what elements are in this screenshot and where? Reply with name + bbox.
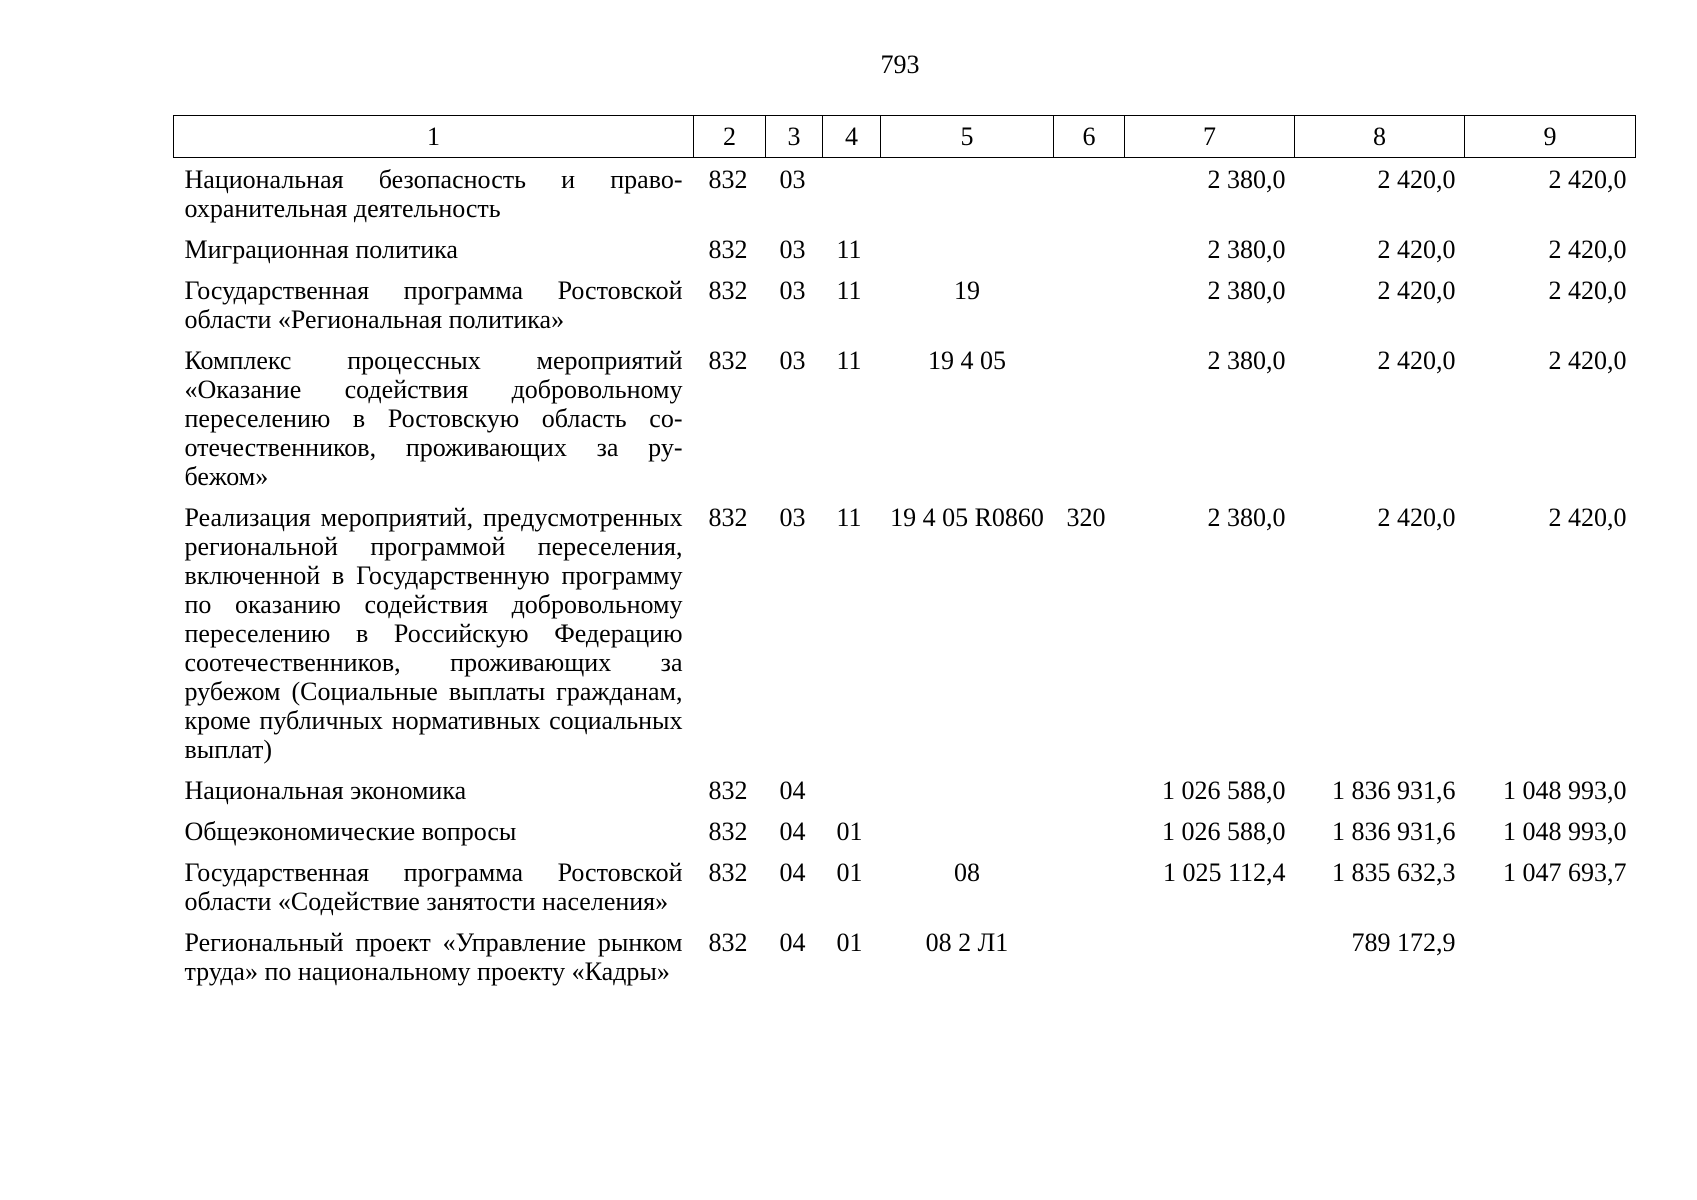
- cell-col-2: 832: [708, 776, 748, 805]
- cell-col-9: 2 420,0: [1548, 346, 1627, 375]
- cell-col-4: 11: [836, 503, 862, 532]
- cell-col-9: 2 420,0: [1548, 503, 1627, 532]
- budget-table: [173, 115, 1636, 991]
- cell-col-7: 2 380,0: [1207, 276, 1286, 305]
- cell-col-5: [881, 810, 1054, 851]
- table-row: [174, 158, 1636, 229]
- table-header: [174, 116, 1636, 158]
- cell-col-2: 832: [708, 346, 748, 375]
- cell-col-5: [881, 228, 1054, 269]
- cell-col-6: [1054, 158, 1125, 229]
- column-header: 7: [1125, 116, 1295, 158]
- row-name: Общеэкономические вопросы: [184, 817, 517, 846]
- table-row: [174, 496, 1636, 769]
- cell-col-9: [1465, 921, 1636, 991]
- row-name: Реализация мероприятий, предусмотренных региональной программой переселения, включенной в Государственную программу по оказанию содействия добровольному переселению в Российскую Федерацию соотечественников, проживающих за рубежом (Социальные выплаты гражданам, кроме публичных нормативных социальных выплат): [184, 503, 683, 764]
- cell-col-7: 1 025 112,4: [1162, 858, 1286, 887]
- cell-col-5: 19 4 05: [928, 346, 1006, 375]
- cell-col-7: [1125, 921, 1295, 991]
- cell-col-2: 832: [708, 235, 748, 264]
- cell-col-2: 832: [708, 817, 748, 846]
- cell-col-2: 832: [708, 858, 748, 887]
- cell-col-2: 832: [708, 276, 748, 305]
- cell-col-3: 04: [779, 817, 806, 846]
- table-row: [174, 228, 1636, 269]
- cell-col-6: [1054, 339, 1125, 496]
- cell-col-7: 2 380,0: [1207, 165, 1286, 194]
- cell-col-6: [1054, 269, 1125, 339]
- cell-col-3: 03: [779, 235, 806, 264]
- cell-col-7: 1 026 588,0: [1162, 776, 1286, 805]
- column-header: 6: [1054, 116, 1125, 158]
- row-name: Государственная программа Ростовской области «Содействие занятости населения»: [184, 858, 683, 916]
- cell-col-2: 832: [708, 503, 748, 532]
- cell-col-9: 2 420,0: [1548, 276, 1627, 305]
- cell-col-6: [1054, 769, 1125, 810]
- cell-col-3: 04: [779, 858, 806, 887]
- cell-col-8: 2 420,0: [1377, 165, 1456, 194]
- row-name: Национальная экономика: [184, 776, 467, 805]
- cell-col-8: 2 420,0: [1377, 235, 1456, 264]
- cell-col-8: 1 836 931,6: [1332, 776, 1456, 805]
- cell-col-3: 03: [779, 346, 806, 375]
- cell-col-2: 832: [708, 165, 748, 194]
- table-row: [174, 851, 1636, 921]
- cell-col-5: 19: [954, 276, 980, 305]
- cell-col-5: 19 4 05 R0860: [890, 503, 1044, 532]
- column-header: 9: [1465, 116, 1636, 158]
- cell-col-9: 2 420,0: [1548, 235, 1627, 264]
- cell-col-2: 832: [708, 928, 748, 957]
- column-header: 3: [766, 116, 823, 158]
- table-row: [174, 339, 1636, 496]
- cell-col-8: 1 836 931,6: [1332, 817, 1456, 846]
- cell-col-8: 2 420,0: [1377, 503, 1456, 532]
- row-name: Комплекс процессных мероприятий «Оказание содействия добровольному переселению в Ростовскую область соотечественников, проживающих за рубежом»: [184, 346, 683, 491]
- cell-col-7: 2 380,0: [1207, 346, 1286, 375]
- header-row: [174, 116, 1636, 158]
- cell-col-5: [881, 769, 1054, 810]
- cell-col-3: 04: [779, 928, 806, 957]
- cell-col-6: [1054, 810, 1125, 851]
- row-name: Национальная безопасность и правоохранительная деятельность: [184, 165, 683, 223]
- table-row: [174, 769, 1636, 810]
- cell-col-5: 08: [954, 858, 980, 887]
- cell-col-4: 01: [836, 858, 863, 887]
- row-name: Государственная программа Ростовской области «Региональная политика»: [184, 276, 683, 334]
- cell-col-4: 11: [836, 235, 862, 264]
- cell-col-6: [1054, 851, 1125, 921]
- cell-col-8: 2 420,0: [1377, 346, 1456, 375]
- cell-col-6: [1054, 228, 1125, 269]
- cell-col-3: 03: [779, 276, 806, 305]
- cell-col-9: 1 047 693,7: [1503, 858, 1627, 887]
- column-header: 1: [174, 116, 694, 158]
- column-header: 2: [694, 116, 766, 158]
- cell-col-3: 03: [779, 165, 806, 194]
- cell-col-7: 2 380,0: [1207, 235, 1286, 264]
- cell-col-8: 789 172,9: [1351, 928, 1456, 957]
- cell-col-6: [1054, 921, 1125, 991]
- cell-col-4: 11: [836, 346, 862, 375]
- cell-col-4: [823, 769, 881, 810]
- table-row: [174, 810, 1636, 851]
- cell-col-8: 1 835 632,3: [1332, 858, 1456, 887]
- cell-col-5: [881, 158, 1054, 229]
- cell-col-7: 1 026 588,0: [1162, 817, 1286, 846]
- cell-col-4: 11: [836, 276, 862, 305]
- cell-col-3: 03: [779, 503, 806, 532]
- row-name: Миграционная политика: [184, 235, 458, 264]
- cell-col-6: 320: [1066, 503, 1106, 532]
- column-header: 5: [881, 116, 1054, 158]
- table-body: [174, 158, 1636, 992]
- cell-col-4: 01: [836, 817, 863, 846]
- cell-col-9: 2 420,0: [1548, 165, 1627, 194]
- cell-col-9: 1 048 993,0: [1503, 776, 1627, 805]
- cell-col-8: 2 420,0: [1377, 276, 1456, 305]
- page-number: 793: [880, 50, 920, 79]
- cell-col-4: 01: [836, 928, 863, 957]
- table-row: [174, 269, 1636, 339]
- column-header: 4: [823, 116, 881, 158]
- table-row: [174, 921, 1636, 991]
- column-header: 8: [1295, 116, 1465, 158]
- row-name: Региональный проект «Управление рынком труда» по национальному проекту «Кадры»: [184, 928, 683, 986]
- cell-col-4: [823, 158, 881, 229]
- cell-col-7: 2 380,0: [1207, 503, 1286, 532]
- cell-col-9: 1 048 993,0: [1503, 817, 1627, 846]
- cell-col-5: 08 2 Л1: [925, 928, 1009, 957]
- cell-col-3: 04: [779, 776, 806, 805]
